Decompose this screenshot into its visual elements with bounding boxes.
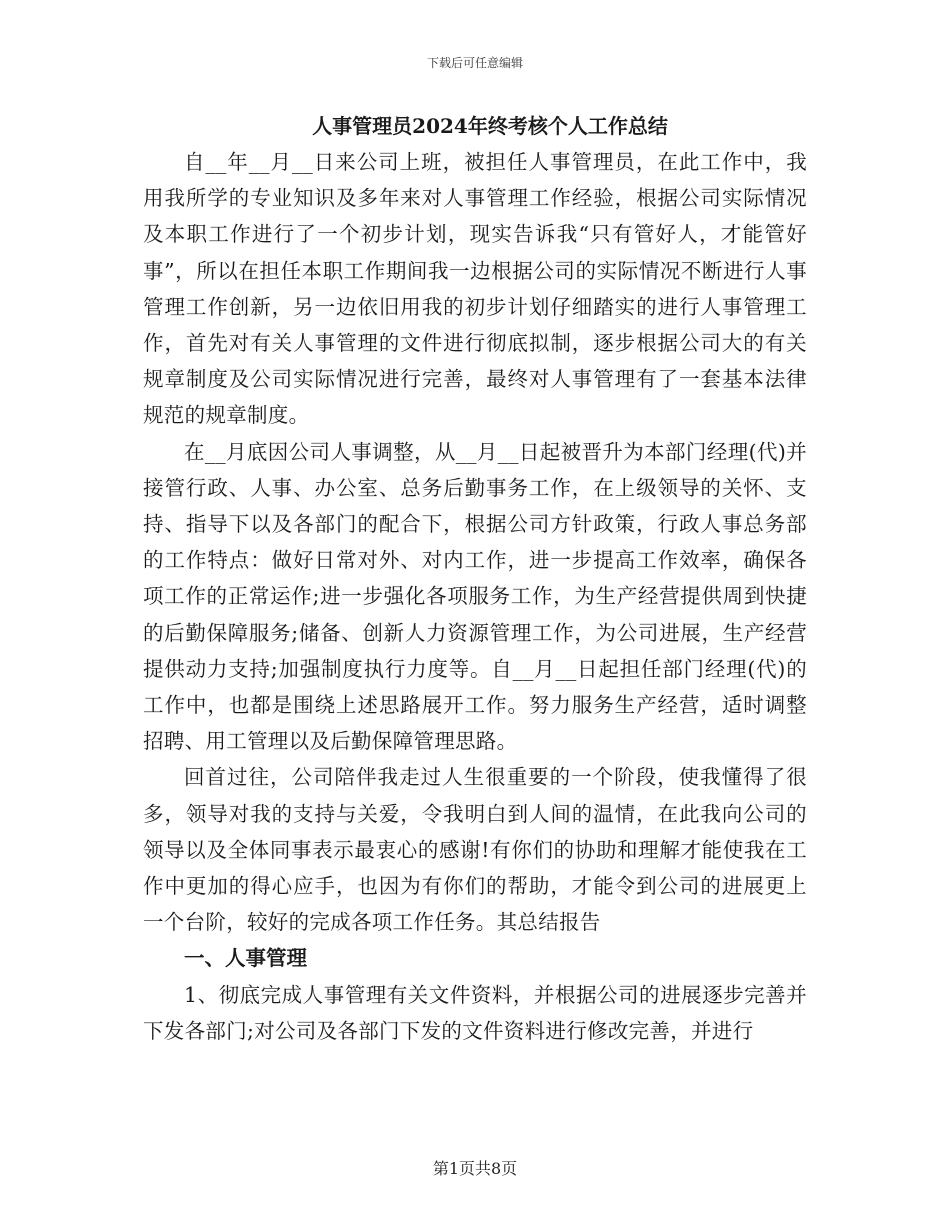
paragraph-intro: 自__年__月__日来公司上班，被担任人事管理员，在此工作中，我用我所学的专业知识及多年来对人事管理工作经验，根据公司实际情况及本职工作进行了一个初步计划，现实告诉我“只有管好人，才能管好事”，所以在担任本职工作期间我一边根据公司的实际情况不断进行人事管理工作创新，另一边依旧用我的初步计划仔细踏实的进行人事管理工作，首先对有关人事管理的文件进行彻底拟制，逐步根据公司大的有关规章制度及公司实际情况进行完善，最终对人事管理有了一套基本法律规范的规章制度。	[143, 150, 807, 428]
header-note: 下载后可任意编辑	[426, 56, 523, 70]
document-title: 人事管理员2024年终考核个人工作总结	[312, 114, 668, 138]
paragraph-promotion: 在__月底因公司人事调整，从__月__日起被晋升为本部门经理(代)并接管行政、人事、办公室、总务后勤事务工作，在上级领导的关怀、支持、指导下以及各部门的配合下，根据公司方针政策，行政人事总务部的工作特点：做好日常对外、对内工作，进一步提高工作效率，确保各项工作的正常运作;进一步强化各项服务工作，为生产经营提供周到快捷的后勤保障服务;储备、创新人力资源管理工作，为公司进展，生产经营提供动力支持;加强制度执行力度等。自__月__日起担任部门经理(代)的工作中，也都是围绕上述思路展开工作。努力服务生产经营，适时调整招聘、用工管理以及后勤保障管理思路。	[143, 439, 807, 754]
section-heading: 一、人事管理	[184, 946, 307, 971]
paragraph-section-item: 1、彻底完成人事管理有关文件资料，并根据公司的进展逐步完善并下发各部门;对公司及各部门下发的文件资料进行修改完善，并进行	[143, 982, 807, 1043]
paragraph-gratitude: 回首过往，公司陪伴我走过人生很重要的一个阶段，使我懂得了很多，领导对我的支持与关爱，令我明白到人间的温情，在此我向公司的领导以及全体同事表示最衷心的感谢!有你们的协助和理解才能使我在工作中更加的得心应手，也因为有你们的帮助，才能令到公司的进展更上一个台阶，较好的完成各项工作任务。其总结报告	[143, 765, 807, 935]
document-body	[143, 108, 807, 1049]
page-indicator: 第1页共8页	[432, 1159, 518, 1178]
